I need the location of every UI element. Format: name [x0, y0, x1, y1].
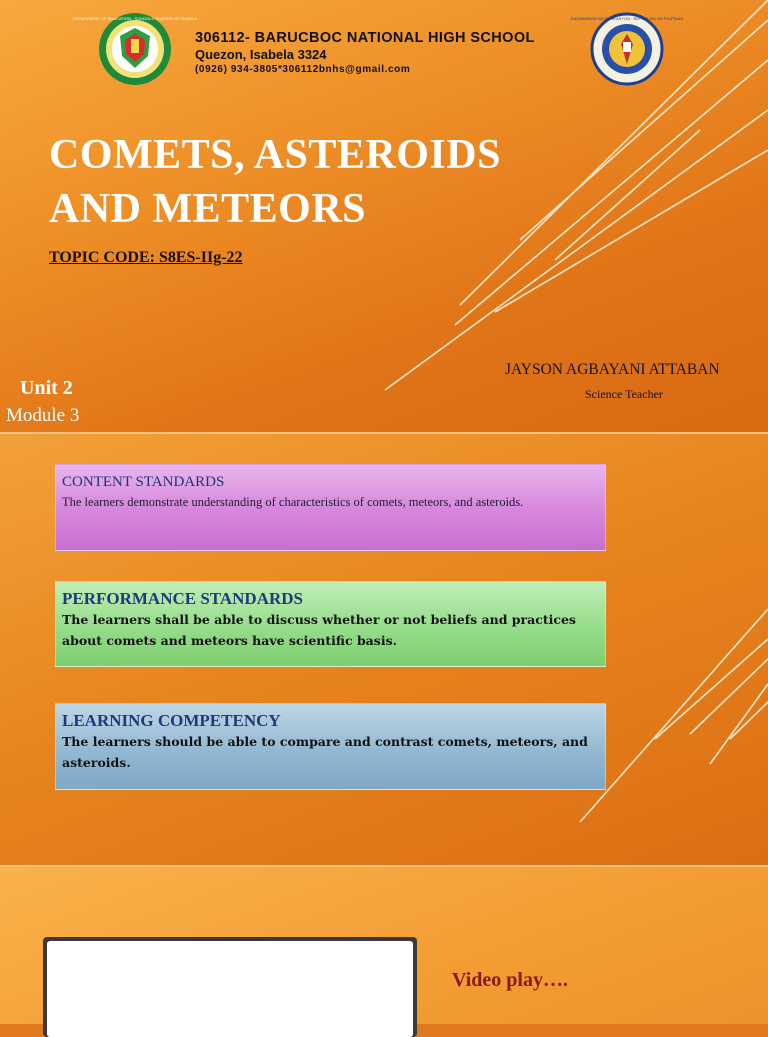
deped-logo-text: DEPARTMENT OF EDUCATION · SCHOOLS DIVISION OF ISABELA — [72, 16, 198, 21]
title-line-2: AND METEORS — [49, 186, 367, 232]
deped-division-logo — [72, 12, 198, 86]
school-header — [195, 30, 535, 77]
author-name: JAYSON AGBAYANI ATTABAN — [505, 361, 720, 378]
content-standards-heading: CONTENT STANDARDS — [62, 474, 225, 490]
content-standards-box — [55, 464, 606, 551]
video-play-label: Video play…. — [452, 969, 568, 991]
performance-standards-heading: PERFORMANCE STANDARDS — [62, 589, 303, 608]
title-line-1: COMETS, ASTEROIDS — [49, 132, 501, 178]
video-player[interactable] — [43, 937, 417, 1037]
school-name: 306112- BARUCBOC NATIONAL HIGH SCHOOL — [195, 30, 535, 46]
seal-logo-text: KAGAWARAN NG EDUKASYON · REPUBLIKA NG PILIPINAS — [570, 16, 684, 21]
unit-label: Unit 2 — [20, 377, 73, 399]
author-role: Science Teacher — [585, 387, 663, 401]
school-contact: (0926) 934-3805*306112bnhs@gmail.com — [195, 64, 411, 75]
video-screen[interactable] — [47, 941, 413, 1037]
performance-standards-text: The learners shall be able to discuss whether or not beliefs and practices about comets and meteors have scientific basis. — [62, 612, 576, 648]
performance-standards-box — [55, 581, 606, 667]
slide-title — [49, 128, 501, 236]
content-standards-text: The learners demonstrate understanding of characteristics of comets, meteors, and asteroids. — [62, 495, 524, 509]
school-address: Quezon, Isabela 3324 — [195, 47, 327, 62]
title-slide — [0, 0, 768, 432]
kagawaran-seal-logo — [570, 12, 684, 86]
learning-competency-box — [55, 703, 606, 790]
learning-competency-heading: LEARNING COMPETENCY — [62, 711, 281, 730]
learning-competency-text: The learners should be able to compare and contrast comets, meteors, and asteroids. — [62, 734, 588, 770]
topic-code: TOPIC CODE: S8ES-IIg-22 — [49, 249, 243, 266]
module-label: Module 3 — [6, 405, 80, 426]
